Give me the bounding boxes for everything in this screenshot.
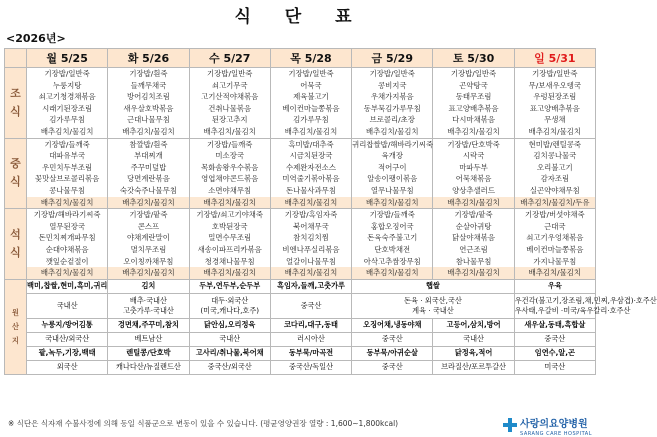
menu-item: 배추김치/물김치	[284, 126, 338, 136]
origin-cell	[433, 360, 514, 374]
menu-item: 부대찌개	[134, 151, 163, 161]
origin-line: 우건각(불고기,장조림,채,민찌,우삼겹)·호주산	[514, 295, 657, 305]
menu-item: 우채가지볶음	[370, 92, 414, 102]
origin-label-char: 산	[12, 321, 19, 331]
origin-cell	[27, 346, 108, 360]
origin-cell	[108, 293, 189, 318]
menu-cell	[352, 209, 433, 280]
origin-cell	[433, 332, 514, 346]
menu-item: 동부묵김가루무침	[363, 103, 421, 113]
origin-line: 배추·국내산	[129, 295, 167, 305]
menu-item: 순대야채볶음	[45, 244, 89, 254]
origin-cell	[270, 360, 351, 374]
menu-item: 기장밥/쇠고기야채죽	[196, 210, 264, 220]
menu-item: 들깨무채국	[130, 80, 167, 90]
menu-item: 배추김치/물김치	[352, 267, 432, 279]
origin-line: 캐나다산/뉴질랜드산	[115, 362, 181, 372]
meal-label-char: 석	[10, 227, 21, 241]
origin-line: 고춧가루·국내산	[122, 305, 174, 315]
menu-item: 배추김치/물김치	[366, 126, 419, 136]
origin-cell	[108, 318, 189, 332]
menu-cell	[108, 68, 189, 139]
menu-item: 호박된장국	[211, 221, 248, 231]
menu-item: 연근조림	[459, 244, 488, 254]
menu-item: 기장밥/일반죽	[44, 69, 90, 78]
menu-cell	[433, 68, 514, 139]
origin-cell	[108, 279, 189, 293]
menu-cell	[514, 209, 595, 280]
menu-item: 대파유부국	[49, 151, 85, 161]
menu-item: 참치김치찜	[293, 233, 329, 243]
origin-cell	[514, 279, 595, 293]
origin-line: 국내산	[463, 334, 484, 344]
menu-cell	[514, 138, 595, 209]
menu-item: 멸치무조림	[130, 244, 167, 254]
menu-item: 미소장국	[215, 151, 244, 161]
menu-item: 기장밥/흰죽	[129, 69, 168, 78]
menu-cell	[108, 138, 189, 209]
origin-line: 돈육 · 외국산,국산	[404, 295, 462, 305]
menu-item: 아삭고추쌈장무침	[363, 256, 421, 266]
menu-item: 우민치두부조림	[42, 162, 93, 172]
menu-item: 미역줄기볶아볶음	[282, 174, 340, 184]
menu-item: 된장고추지	[211, 115, 248, 125]
menu-item: 배추김치/물김치	[190, 267, 270, 279]
day-header: 월 5/25	[27, 49, 108, 68]
menu-item: 기장밥/일반죽	[450, 69, 497, 78]
origin-line: 오징어채,냉동야채	[363, 320, 422, 330]
origin-cell	[514, 293, 657, 318]
origin-cell	[189, 318, 270, 332]
origin-line: 계육 · 국내산	[412, 305, 454, 315]
origin-line: 새우살,동태,흑합살	[524, 320, 586, 330]
menu-item: 적어구이	[377, 162, 407, 172]
menu-item: 열무된장국	[49, 221, 85, 231]
origin-line: 임연수,알,곤	[534, 348, 575, 358]
origin-line: 국내산	[56, 300, 78, 310]
origin-cell	[27, 293, 108, 318]
menu-item: 근대국	[544, 221, 566, 231]
origin-cell	[514, 318, 595, 332]
origin-cell	[189, 346, 270, 360]
menu-item: 기장밥/일반죽	[369, 69, 415, 78]
origin-cell	[189, 279, 270, 293]
menu-cell	[270, 209, 351, 280]
menu-item: 숙갓숙주나물무침	[119, 185, 177, 195]
origin-cell	[27, 332, 108, 346]
menu-cell	[514, 68, 595, 139]
origin-line: 중국산	[544, 334, 566, 344]
menu-item: 콘스프	[137, 221, 160, 231]
origin-line: 외국산	[56, 362, 78, 372]
header-corner	[5, 49, 27, 68]
meal-label-char: 조	[10, 86, 21, 100]
origin-cell	[352, 332, 433, 346]
menu-item: 목화솜왕우수볶음	[201, 162, 259, 172]
menu-item: 당면계란볶음	[127, 174, 170, 184]
origin-line: 중국산	[300, 300, 322, 310]
menu-item: 우렁된장조림	[533, 92, 577, 102]
day-header: 목 5/28	[270, 49, 351, 68]
origin-row	[5, 332, 596, 346]
menu-item: 배추김치/물김치	[528, 126, 582, 136]
menu-item: 배추김치/물김치	[27, 267, 107, 279]
origin-cell	[514, 346, 595, 360]
menu-item: 누룽지탕	[52, 80, 82, 90]
menu-item: 김가루무침	[293, 115, 329, 125]
origin-cell	[352, 318, 433, 332]
menu-item: 배추김치/물김치	[352, 197, 432, 209]
menu-item: 실곤약야채무침	[529, 185, 580, 195]
origin-line: 고사리/취나물,북어채	[195, 348, 264, 358]
origin-cell	[352, 360, 433, 374]
menu-item: 배추김치/물김치	[203, 126, 256, 136]
day-header: 금 5/29	[352, 49, 433, 68]
menu-item: 배추김치/물김치	[515, 267, 595, 279]
origin-line: 김치	[141, 281, 156, 291]
origin-cell	[270, 279, 351, 293]
menu-item: 쇠고기청경채볶음	[38, 92, 96, 102]
menu-item: 표고양배추볶음	[529, 103, 580, 113]
menu-item: 브로콜리/초장	[369, 115, 415, 125]
menu-cell	[108, 209, 189, 280]
menu-item: 배추김치/물김치	[271, 197, 351, 209]
origin-line: 국내산	[219, 334, 241, 344]
meal-label	[5, 209, 27, 280]
origin-label	[5, 279, 27, 374]
menu-item: 흑미밥/대추죽	[288, 139, 334, 149]
hospital-logo	[503, 412, 592, 437]
meal-row	[5, 138, 596, 209]
origin-label-char: 지	[12, 335, 19, 345]
origin-line: 흑임자,들깨,고춧가루	[277, 281, 345, 291]
meal-label-char: 식	[10, 245, 21, 259]
origin-line: 고등어,삼치,방어	[446, 320, 501, 330]
menu-item: 순살아귀탕	[455, 221, 492, 231]
origin-cell	[108, 360, 189, 374]
menu-item: 시래기된장조림	[42, 103, 93, 113]
origin-line: 중국산/독일산	[288, 362, 334, 372]
menu-item: 쇠고기무국	[211, 80, 248, 90]
menu-cell	[433, 209, 514, 280]
menu-item: 육개장	[381, 151, 403, 161]
menu-item: 홍합오징어국	[370, 221, 414, 231]
menu-item: 수제완자전소스	[285, 162, 336, 172]
day-header-row	[5, 49, 596, 68]
day-header-sunday: 일 5/31	[514, 49, 595, 68]
origin-cell	[27, 360, 108, 374]
origin-cell	[108, 332, 189, 346]
menu-item: 기장밥/해바라기씨죽	[33, 210, 101, 220]
menu-item: 야채계란말이	[127, 233, 170, 243]
origin-cell	[352, 293, 515, 318]
day-header: 수 5/27	[189, 49, 270, 68]
menu-item: 기장밥/팥죽	[454, 210, 493, 220]
menu-item: 기장밥/버섯야채죽	[525, 210, 585, 220]
logo-sub: SARANG CARE HOSPITAL	[520, 431, 592, 437]
menu-item: 돈육숙주불고기	[367, 233, 418, 243]
menu-item: 닭살야채볶음	[452, 233, 495, 243]
menu-item: 배추김치/물김치	[271, 267, 351, 279]
origin-line: 닭안심,오리정육	[204, 320, 256, 330]
menu-item: 청경채나물무침	[204, 256, 255, 266]
menu-item: 무/보새우오뎅국	[528, 80, 582, 90]
menu-item: 단호박채전	[374, 244, 411, 254]
menu-cell	[27, 68, 108, 139]
origin-line: 중국산	[381, 334, 403, 344]
origin-line: 동부묵/아귀순살	[366, 348, 418, 358]
menu-item: 건취나물볶음	[208, 103, 252, 113]
origin-line: 누룽지/방어김통	[41, 320, 93, 330]
origin-cell	[189, 293, 270, 318]
origin-line: 경면채,주꾸미,참치	[117, 320, 179, 330]
day-header: 토 5/30	[433, 49, 514, 68]
menu-cell	[27, 138, 108, 209]
menu-item: 참깔밥/흰죽	[129, 139, 168, 149]
menu-item: 기장밥/팥죽	[129, 210, 168, 220]
menu-cell	[189, 68, 270, 139]
menu-cell	[270, 138, 351, 209]
menu-item: 비엔나푸실리볶음	[282, 244, 340, 254]
origin-line: 팥,녹두,기장,백태	[38, 348, 96, 358]
meal-label	[5, 138, 27, 209]
origin-line: 브라질산/포르투갈산	[441, 362, 506, 372]
origin-cell	[433, 318, 514, 332]
origin-line: (미국,캐나다,호주)	[200, 305, 260, 315]
menu-item: 기장밥/일반죽	[207, 69, 253, 78]
menu-item: 마파두부	[459, 162, 488, 172]
year-label: <2026년>	[6, 32, 66, 45]
menu-item: 주꾸미덮밥	[130, 162, 167, 172]
menu-item: 기장밥/일반죽	[532, 69, 578, 78]
origin-cell	[108, 346, 189, 360]
menu-item: 현미밥/렌틸콩죽	[528, 139, 582, 149]
origin-line: 중국산	[381, 362, 403, 372]
origin-line: 동부묵/마곡전	[288, 348, 334, 358]
menu-item: 참나물무침	[455, 256, 492, 266]
menu-item: 콩비지국	[377, 80, 407, 90]
menu-item: 어묵국	[300, 80, 322, 90]
menu-item: 열무나물무침	[370, 185, 414, 195]
origin-line: 두부,연두부,순두부	[199, 281, 261, 291]
menu-item: 기장밥/일반죽	[288, 69, 334, 78]
menu-item: 근대나물무침	[127, 115, 170, 125]
origin-line: 우사태,우갈비 ·미국/육우칼리·호주산	[514, 305, 631, 315]
origin-row	[5, 293, 596, 318]
meal-row	[5, 68, 596, 139]
menu-item: 영엽채야콘드볶음	[201, 174, 259, 184]
menu-item: 새우살호박볶음	[123, 103, 174, 113]
menu-item: 시금치된장국	[289, 151, 333, 161]
menu-item: 오이칭까채무침	[123, 256, 174, 266]
menu-item: 배추김치/물김치	[190, 197, 270, 209]
menu-item: 기장밥/들깨죽	[369, 210, 415, 220]
menu-item: 알송이팽이볶음	[367, 174, 418, 184]
meal-row	[5, 209, 596, 280]
menu-table	[4, 48, 657, 375]
origin-cell	[514, 360, 595, 374]
menu-item: 기장밥/들깨죽	[207, 139, 253, 149]
menu-cell	[270, 68, 351, 139]
menu-cell	[352, 68, 433, 139]
origin-line: 렌틸콩/단호박	[126, 348, 171, 358]
meal-label-char: 중	[10, 157, 21, 171]
menu-item: 깻잎순겉절이	[45, 256, 89, 266]
menu-item: 동태무조림	[455, 92, 492, 102]
day-header: 화 5/26	[108, 49, 189, 68]
menu-item: 오리불고기	[536, 162, 573, 172]
origin-label-char: 원	[12, 307, 19, 317]
origin-line: 국내산/외국산	[45, 334, 90, 344]
menu-cell	[189, 138, 270, 209]
medical-cross-icon	[503, 418, 517, 432]
menu-item: 배추김치/물김치	[108, 267, 188, 279]
menu-item: 가지나물무침	[533, 256, 577, 266]
menu-item: 고기산적야채볶음	[201, 92, 259, 102]
origin-line: 베트남산	[134, 334, 163, 344]
origin-row	[5, 318, 596, 332]
menu-item: 돈나물사과무침	[285, 185, 336, 195]
menu-item: 김치콩나물국	[533, 151, 577, 161]
menu-item: 김가루무침	[49, 115, 85, 125]
origin-cell	[352, 279, 515, 293]
menu-item: 귀리찹쌀밥/해바라기씨죽	[352, 139, 434, 149]
menu-item: 표고양배추볶음	[448, 103, 499, 113]
origin-cell	[189, 332, 270, 346]
menu-item: 곤약탕국	[459, 80, 488, 90]
origin-cell	[270, 346, 351, 360]
origin-cell	[27, 318, 108, 332]
menu-item: 새송이파프리카볶음	[197, 244, 262, 254]
menu-item: 배추김치/물김치	[433, 197, 513, 209]
menu-item: 북어채무국	[293, 221, 329, 231]
footer-note: ※ 식단은 식자재 수불사정에 의해 동일 식품군으로 변동이 있을 수 있습니다. (평균영양권장 열량 : 1,600~1,800kcal)	[8, 419, 399, 428]
origin-cell	[433, 346, 514, 360]
origin-cell	[270, 318, 351, 332]
menu-item: 무생채	[544, 115, 566, 125]
meal-label	[5, 68, 27, 139]
menu-cell	[27, 209, 108, 280]
menu-item: 배추김치/물김치	[122, 126, 175, 136]
origin-row	[5, 279, 596, 293]
origin-row	[5, 346, 596, 360]
menu-item: 소면야채무침	[208, 185, 252, 195]
menu-item: 다시마채볶음	[452, 115, 495, 125]
meal-label-char: 식	[10, 175, 21, 189]
menu-item: 배추김치/물김치	[108, 197, 188, 209]
menu-item: 얼갈이나물무침	[285, 256, 336, 266]
menu-item: 기장밥/단호박죽	[447, 139, 500, 149]
origin-cell	[27, 279, 108, 293]
menu-item: 배추김치/물김치	[447, 126, 500, 136]
origin-line: 러시아산	[297, 334, 325, 344]
menu-item: 기장밥/들깨죽	[44, 139, 90, 149]
menu-item: 베이컨마늘쫑볶음	[282, 103, 340, 113]
menu-item: 배추김치/물김치/두유	[515, 197, 595, 209]
logo-name: 사랑의요양병원	[520, 419, 588, 430]
origin-line: 우육	[547, 281, 562, 291]
origin-cell	[514, 332, 595, 346]
origin-line: 미국산	[544, 362, 566, 372]
menu-cell	[352, 138, 433, 209]
menu-item: 제육불고기	[293, 92, 329, 102]
menu-item: 어묵채볶음	[455, 174, 492, 184]
menu-item: 시락국	[462, 151, 485, 161]
menu-item: 쇠고기우엉채볶음	[526, 233, 584, 243]
menu-item: 기장밥/흑임자죽	[284, 210, 338, 220]
menu-item: 배추김치/물김치	[433, 267, 513, 279]
origin-line: 코다리,대구,동태	[283, 320, 339, 330]
menu-item: 꽃맛살브로콜리볶음	[35, 174, 100, 184]
origin-cell	[352, 346, 433, 360]
origin-line: 대두·외국산	[211, 295, 249, 305]
menu-cell	[433, 138, 514, 209]
origin-row	[5, 360, 596, 374]
menu-item: 방어김치조림	[127, 92, 170, 102]
menu-item: 배추김치/물김치	[40, 126, 94, 136]
origin-line: 햅쌀	[425, 281, 440, 291]
origin-line: 중국산/외국산	[207, 362, 252, 372]
origin-line: 닭정육,적어	[454, 348, 493, 358]
menu-item: 밀면수무조림	[208, 233, 252, 243]
menu-item: 콩나물무침	[49, 185, 85, 195]
meal-label-char: 식	[10, 104, 21, 118]
origin-cell	[270, 332, 351, 346]
menu-cell	[189, 209, 270, 280]
origin-cell	[189, 360, 270, 374]
origin-cell	[270, 293, 351, 318]
menu-item: 돈민치찌개파무침	[38, 233, 96, 243]
page-title: 식 단 표	[234, 7, 366, 27]
origin-line: 백미,찹쌀,현미,흑미,귀리	[27, 281, 108, 291]
menu-item: 양상추샐러드	[452, 185, 495, 195]
menu-item: 배추김치/물김치	[27, 197, 107, 209]
menu-item: 감자조림	[540, 174, 570, 184]
menu-item: 베이컨마늘쫑볶음	[526, 244, 584, 254]
